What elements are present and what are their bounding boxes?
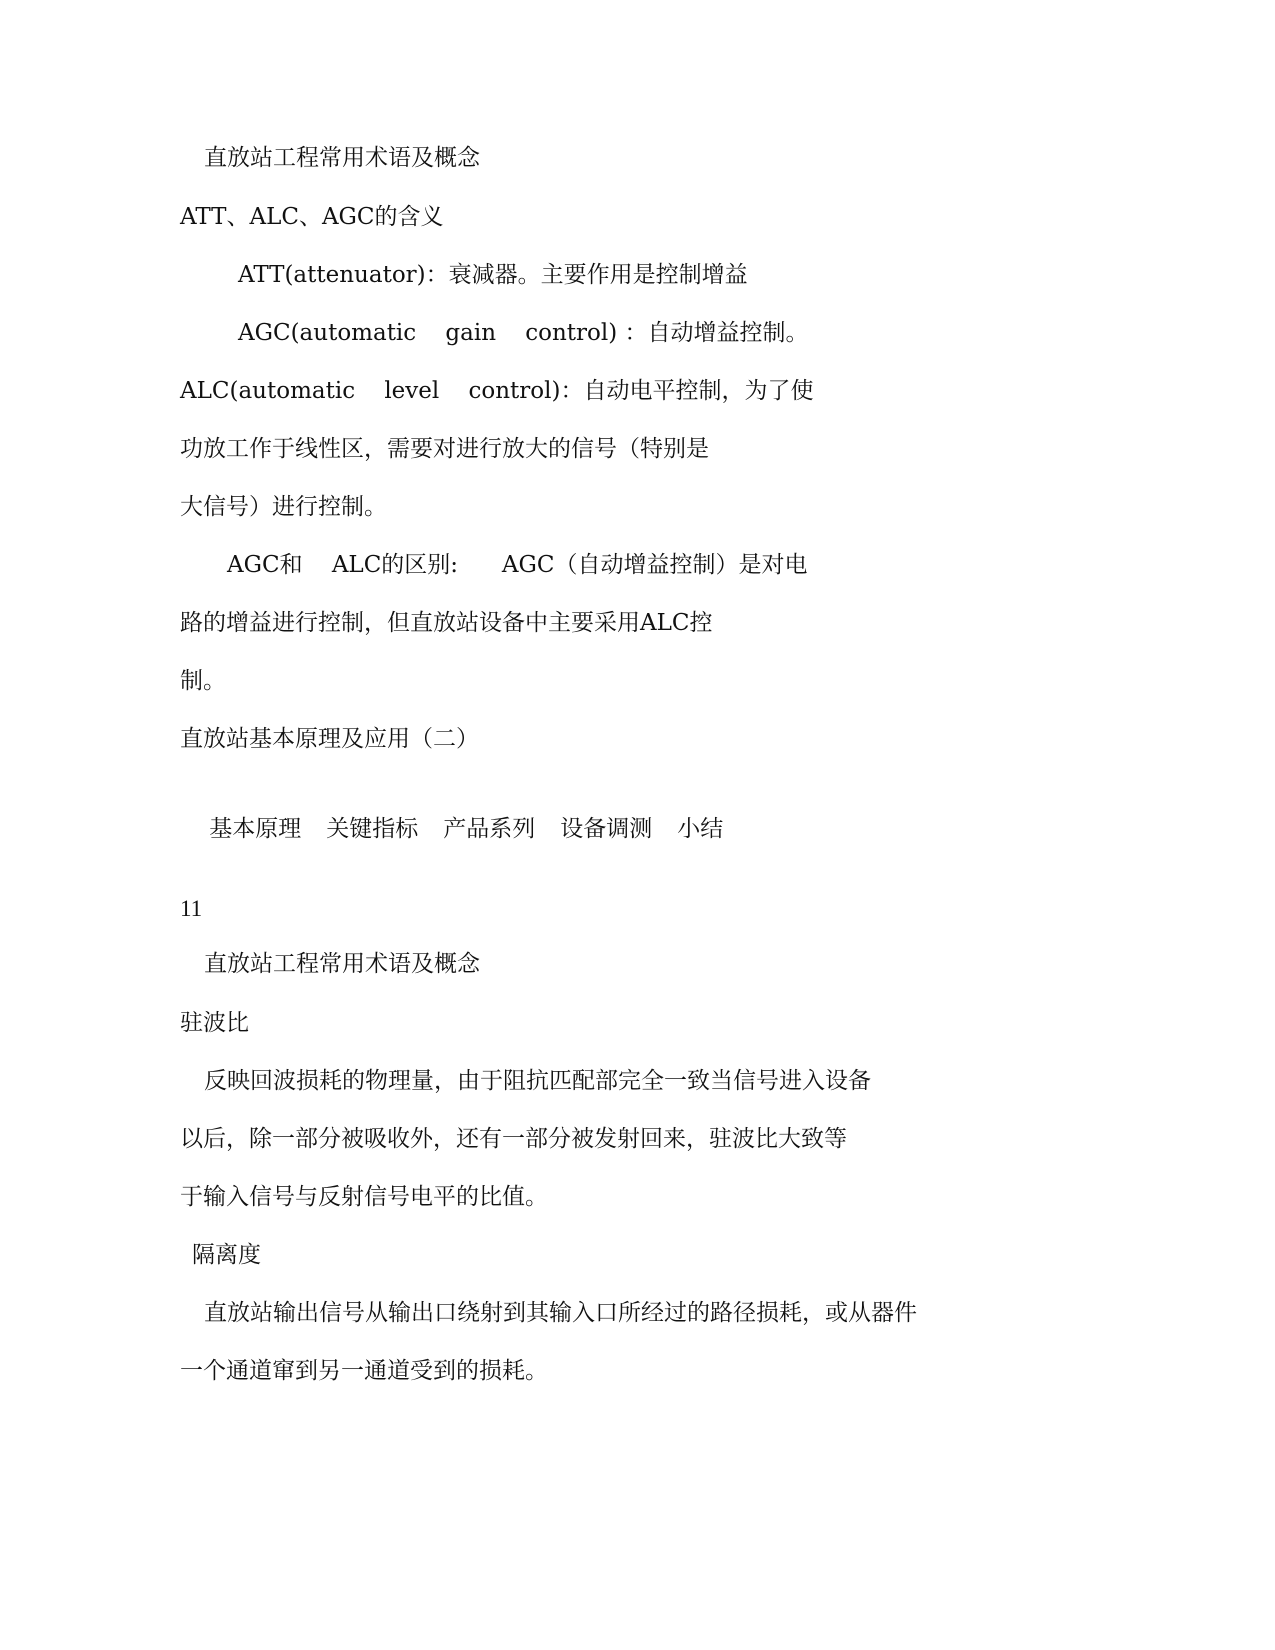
agc-alc-difference-line: 路的增益进行控制，但直放站设备中主要采用ALC控	[180, 610, 713, 636]
topic-item: 关键指标	[326, 816, 419, 842]
isolation-definition-line: 一个通道窜到另一通道受到的损耗。	[180, 1358, 548, 1384]
alc-definition-line: 功放工作于线性区，需要对进行放大的信号（特别是	[180, 436, 709, 462]
vswr-definition-line: 以后，除一部分被吸收外，还有一部分被发射回来，驻波比大致等	[180, 1126, 847, 1152]
att-definition: ATT(attenuator)：衰减器。主要作用是控制增益	[238, 262, 748, 288]
topic-item: 设备调测	[560, 816, 653, 842]
isolation-definition-line: 直放站输出信号从输出口绕射到其输入口所经过的路径损耗，或从器件	[204, 1300, 917, 1326]
agc-alc-difference-line: AGC和 ALC的区别: AGC（自动增益控制）是对电	[227, 552, 808, 578]
term-subheading: ATT、ALC、AGC的含义	[180, 204, 444, 230]
section-heading: 直放站工程常用术语及概念	[204, 951, 480, 977]
alc-definition-line: 大信号）进行控制。	[180, 494, 387, 520]
topic-item: 产品系列	[443, 816, 536, 842]
alc-definition-line: ALC(automatic level control)：自动电平控制，为了使	[180, 378, 814, 404]
vswr-definition-line: 于输入信号与反射信号电平的比值。	[180, 1184, 548, 1210]
topic-list	[180, 781, 724, 842]
vswr-definition-line: 反映回波损耗的物理量，由于阻抗匹配部完全一致当信号进入设备	[204, 1068, 871, 1094]
agc-definition: AGC(automatic gain control) ：自动增益控制。	[238, 320, 809, 346]
topic-item: 小结	[677, 816, 724, 842]
section-heading: 直放站工程常用术语及概念	[204, 145, 480, 171]
agc-alc-difference-line: 制。	[180, 668, 226, 694]
vswr-title: 驻波比	[180, 1010, 249, 1036]
topic-item: 基本原理	[209, 816, 302, 842]
isolation-title: 隔离度	[192, 1242, 261, 1268]
page-number: 11	[180, 896, 203, 921]
principles-title: 直放站基本原理及应用（二）	[180, 726, 479, 752]
